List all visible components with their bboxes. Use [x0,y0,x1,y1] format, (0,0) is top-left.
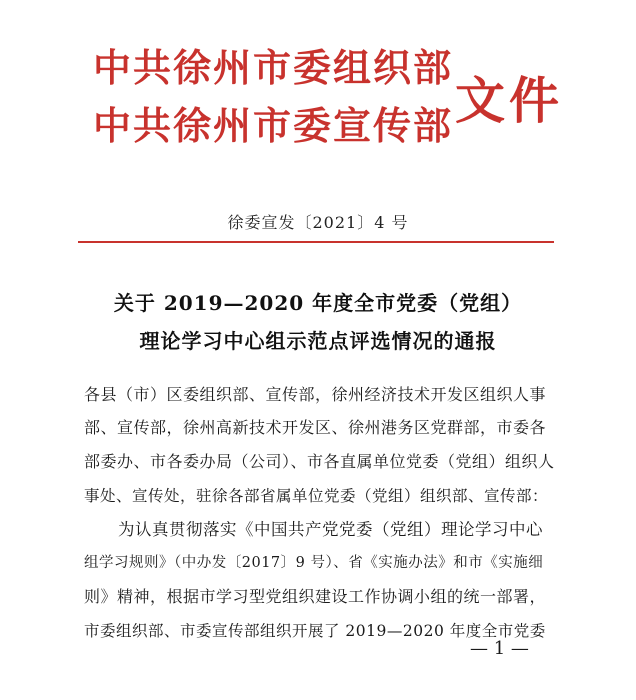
issuer-organization-department: 中共徐州市委组织部 [93,45,454,90]
body-line-5: 为认真贯彻落实《中国共产党党委（党组）理论学习中心 [118,520,543,539]
document-title-line-2: 理论学习中心组示范点评选情况的通报 [139,329,497,353]
body-line-2: 部、宣传部，徐州高新技术开发区、徐州港务区党群部，市委各 [84,418,547,437]
document-number: 徐委宣发〔2021〕4 号 [227,213,409,232]
body-line-4: 事处、宣传处，驻徐各部省属单位党委（党组）组织部、宣传部： [84,487,549,505]
body-line-1: 各县（市）区委组织部、宣传部，徐州经济技术开发区组织人事 [84,385,547,404]
body-line-8: 市委组织部、市委宣传部组织开展了 2019—2020 年度全市党委 [84,622,546,640]
body-line-6: 组学习规则》（中办发〔2017〕9 号）、省《实施办法》和市《实施细 [84,555,544,571]
document-title-line-1: 关于 2019—2020 年度全市党委（党组） [113,291,523,315]
issuer-publicity-department: 中共徐州市委宣传部 [93,103,454,148]
body-line-3: 部委办、市各委办局（公司）、市各直属单位党委（党组）组织人 [84,452,555,471]
document-label: 文件 [455,71,563,130]
page-number: — 1 — [470,638,529,659]
red-separator-line [78,241,554,243]
body-line-7: 则》精神，根据市学习型党组织建设工作协调小组的统一部署， [84,587,547,606]
